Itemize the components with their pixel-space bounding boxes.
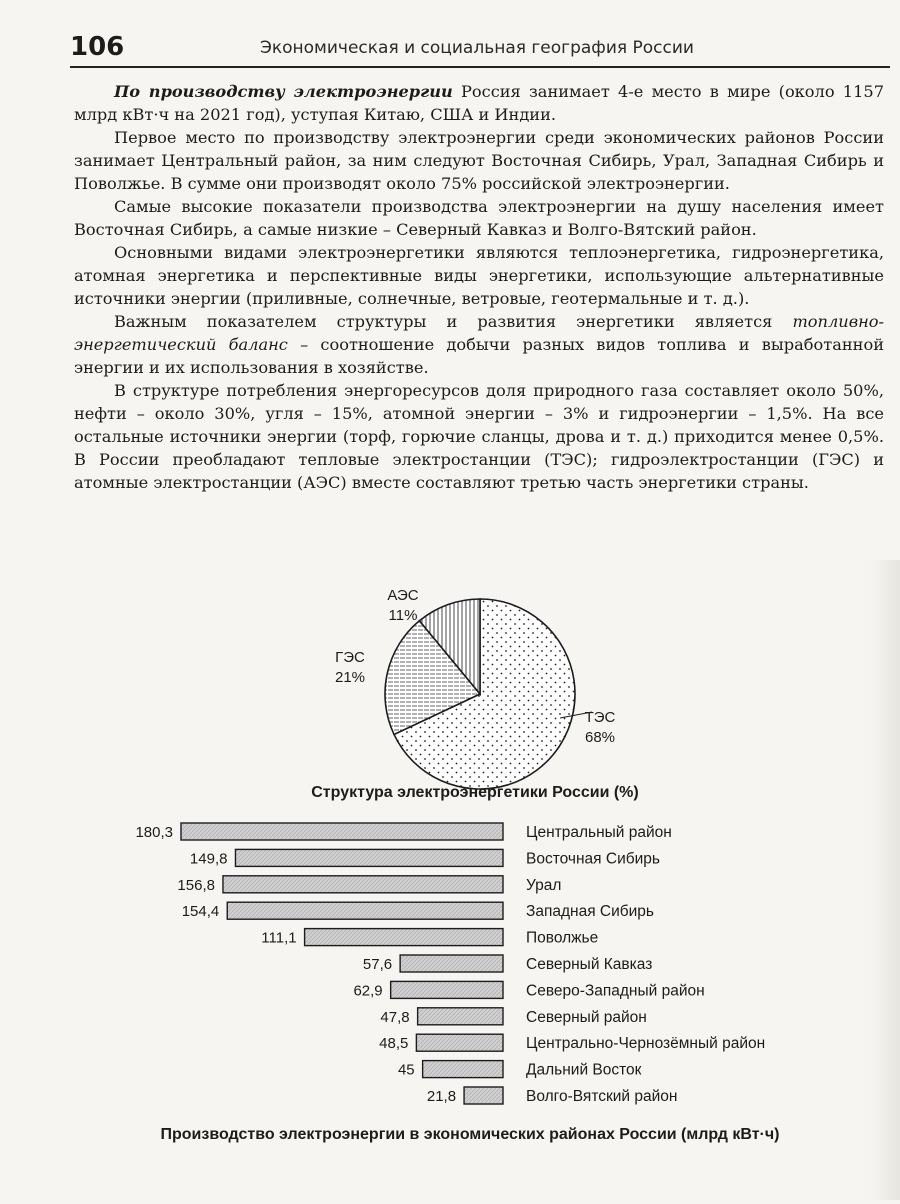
pie-slice-value: 68% (584, 729, 616, 746)
bar-value-label: 57,6 (362, 956, 393, 973)
bar-value-label: 21,8 (426, 1088, 457, 1105)
bar (223, 876, 503, 893)
running-title: Экономическая и социальная география России (260, 38, 694, 58)
bar (416, 1034, 503, 1051)
bar-category-label: Северный Кавказ (526, 956, 653, 973)
paragraph: В структуре потребления энергоресурсов доля природного газа составляет около 50%, нефти – около 30%, угля – 15%, атомной энергии – 3% и гидроэнергии – 1,5%. На все остальные источники энергии (торф, горючие сланцы, дрова и т. д.) приходится менее 0,5%. В России преобладают тепловые электростанции (ТЭС); гидроэлектростанции (ГЭС) и атомные электростанции (АЭС) вместе составляют третью часть энергетики страны. (74, 381, 884, 492)
paragraph-lead: По производству электроэнергии (114, 82, 453, 101)
pie-chart (311, 587, 638, 801)
bar-category-label: Волго-Вятский район (526, 1088, 678, 1105)
pie-slice-value: 11% (388, 607, 418, 624)
bar-value-label: 156,8 (177, 876, 215, 894)
bar (423, 1061, 503, 1078)
paragraph-text: Важным показателем структуры и развития энергетики является (114, 312, 793, 331)
bar-value-label: 48,5 (379, 1035, 409, 1053)
pie-slice-name: ТЭС (584, 709, 616, 726)
bar-chart-title: Производство электроэнергии в экономических районах России (млрд кВт·ч) (160, 1126, 780, 1143)
pie-chart-title: Структура электроэнергетики России (%) (311, 784, 639, 801)
paragraph: Самые высокие показатели производства электроэнергии на душу населения имеет Восточная Сибирь, а самые низкие – Северный Кавказ и Волго-Вятский район. (74, 197, 884, 239)
bar-value-label: 180,3 (135, 824, 173, 841)
bar-category-label: Дальний Восток (526, 1061, 642, 1079)
bar (391, 981, 503, 998)
bar (305, 929, 503, 946)
bar (400, 955, 503, 972)
bar (227, 902, 503, 919)
page-gutter-shadow (870, 560, 900, 1200)
bar (464, 1087, 503, 1104)
bar-category-label: Западная Сибирь (526, 903, 655, 921)
bar-category-label: Поволжье (526, 929, 599, 947)
paragraph-term: топливно-энергетический баланс (74, 312, 884, 354)
pie-slice-name: ГЭС (335, 649, 365, 666)
bar (418, 1008, 503, 1025)
bar-value-label: 62,9 (353, 982, 383, 1000)
bar-chart (135, 823, 779, 1143)
pie-slice-value: 21% (334, 669, 366, 686)
paragraph: Первое место по производству электроэнергии среди экономических районов России занимает Центральный район, за ним следуют Восточная Сибирь, Урал, Западная Сибирь и Поволжье. В сумме они производят около 75% российской электроэнергии. (74, 128, 884, 193)
bar-value-label: 47,8 (380, 1008, 410, 1026)
pie-slice-name: АЭС (387, 587, 419, 604)
bar-value-label: 45 (397, 1061, 415, 1079)
bar-category-label: Северо-Западный район (526, 982, 705, 1000)
bar-value-label: 154,4 (181, 903, 220, 921)
bar-value-label: 111,1 (261, 929, 297, 947)
bar-category-label: Центральный район (526, 824, 672, 841)
paragraph: Основными видами электроэнергетики являются теплоэнергетика, гидроэнергетика, атомная энергетика и перспективные виды энергетики, использующие альтернативные источники энергии (приливные, солнечные, ветровые, геотермальные и т. д.). (74, 243, 884, 308)
bar (181, 823, 503, 840)
paragraph-text: – соотношение добычи разных видов топлива и выработанной энергии и их использования в хозяйстве. (74, 335, 884, 377)
page-number: 106 (70, 32, 125, 62)
bar (235, 849, 503, 866)
paragraph-text: Россия занимает 4-е место в мире (около 1157 млрд кВт·ч на 2021 год), уступая Китаю, США и Индии. (74, 82, 884, 124)
bar-category-label: Восточная Сибирь (526, 850, 660, 868)
bar-value-label: 149,8 (189, 850, 228, 868)
bar-category-label: Северный район (526, 1008, 647, 1026)
bar-category-label: Центрально-Чернозёмный район (526, 1035, 766, 1053)
bar-category-label: Урал (526, 876, 562, 894)
